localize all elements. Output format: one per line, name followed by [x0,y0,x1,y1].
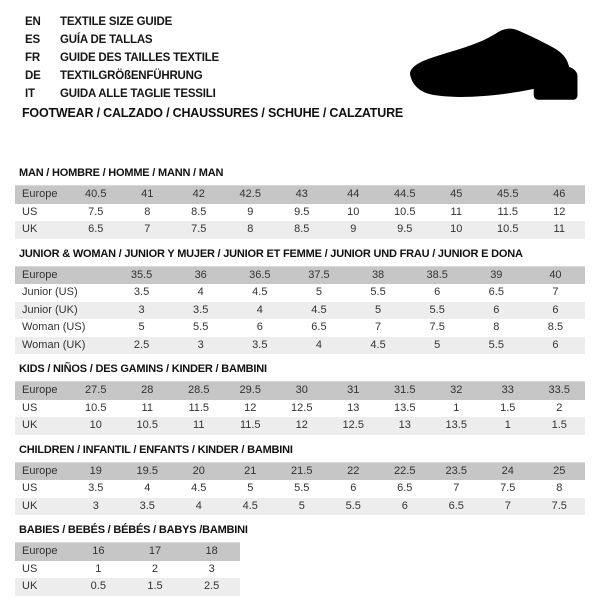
size-cell: 8 [122,204,174,222]
row-label: UK [15,498,70,516]
size-cell: 10.5 [70,400,122,418]
language-guide-title: GUIDE DES TAILLES TEXTILE [60,52,219,64]
table-row [15,498,585,516]
size-cell: 3.5 [122,498,174,516]
size-cell: 32 [431,382,483,400]
size-cell: 11.5 [173,400,225,418]
row-label: US [15,480,70,498]
size-cell: 6 [467,302,526,320]
size-table-section [15,168,585,239]
size-cell: 4 [122,480,174,498]
size-cell: 10 [70,417,122,435]
size-cell: 18 [183,543,240,561]
size-cell: 4 [230,302,289,320]
row-label: Junior (UK) [15,302,112,320]
size-cell: 4.5 [225,498,277,516]
size-cell: 12.5 [276,400,328,418]
size-cell: 3 [171,337,230,355]
size-cell: 25 [534,462,586,480]
table-row [15,400,585,418]
size-cell: 22 [328,462,380,480]
size-cell: 13 [379,417,431,435]
row-label: US [15,561,70,579]
size-cell: 36.5 [230,266,289,284]
size-cell: 12 [276,417,328,435]
size-cell: 5 [225,480,277,498]
size-cell: 10.5 [482,221,534,239]
size-cell: 38.5 [408,266,467,284]
row-label: Europe [15,543,70,561]
size-cell: 28.5 [173,382,225,400]
language-line [25,13,219,31]
size-cell: 1.5 [482,400,534,418]
size-cell: 4.5 [173,480,225,498]
size-cell: 6 [526,337,585,355]
size-table-section [15,249,585,355]
language-line [25,67,219,85]
size-cell: 4 [171,284,230,302]
language-code: FR [25,52,40,64]
row-label: Woman (UK) [15,337,112,355]
table-row [15,221,585,239]
row-label: UK [15,221,70,239]
size-cell: 30 [276,382,328,400]
size-cell: 21 [225,462,277,480]
size-cell: 7 [431,480,483,498]
row-label: UK [15,417,70,435]
table-heading: KIDS / NIÑOS / DES GAMINS / KINDER / BAMBINI [19,363,267,375]
size-cell: 28 [122,382,174,400]
size-cell: 6.5 [289,319,348,337]
size-cell: 33.5 [534,382,586,400]
language-guide-title: TEXTILGRÖßENFÜHRUNG [60,70,203,82]
size-cell: 3 [112,302,171,320]
row-label: US [15,400,70,418]
size-cell: 31 [328,382,380,400]
table-row [15,382,585,400]
size-cell: 20 [173,462,225,480]
size-table [15,266,585,355]
size-cell: 19.5 [122,462,174,480]
size-cell: 7 [122,221,174,239]
size-cell: 2 [534,400,586,418]
size-cell: 12 [534,204,586,222]
size-cell: 11.5 [225,417,277,435]
tables-container [15,168,585,600]
row-label: Woman (US) [15,319,112,337]
size-cell: 8.5 [526,319,585,337]
size-cell: 5 [349,302,408,320]
size-cell: 5.5 [328,498,380,516]
size-cell: 29.5 [225,382,277,400]
size-cell: 10.5 [379,204,431,222]
language-line [25,49,219,67]
table-row [15,186,585,204]
language-guide-title: GUÍA DE TALLAS [60,34,153,46]
table-heading: JUNIOR & WOMAN / JUNIOR Y MUJER / JUNIOR ET FEMME / JUNIOR UND FRAU / JUNIOR E DONA [19,247,523,260]
table-heading: BABIES / BEBÉS / BÉBÉS / BABYS /BAMBINI [19,524,248,536]
size-cell: 24 [482,462,534,480]
size-cell: 44.5 [379,186,431,204]
size-cell: 6 [408,284,467,302]
table-row [15,319,585,337]
table-row [15,543,240,561]
size-cell: 9 [328,221,380,239]
size-cell: 39 [467,266,526,284]
table-row [15,266,585,284]
table-heading: CHILDREN / INFANTIL / ENFANTS / KINDER / BAMBINI [19,443,293,456]
size-cell: 9 [225,204,277,222]
language-code: ES [25,34,40,46]
row-label: Europe [15,186,70,204]
size-cell: 6 [379,498,431,516]
size-cell: 33 [482,382,534,400]
table-row [15,578,240,596]
size-cell: 7.5 [534,498,586,516]
size-cell: 5.5 [349,284,408,302]
size-cell: 41 [122,186,174,204]
row-label: Europe [15,266,112,284]
size-cell: 22.5 [379,462,431,480]
size-cell: 5.5 [276,480,328,498]
size-cell: 4 [289,337,348,355]
size-cell: 8 [225,221,277,239]
size-cell: 7 [526,284,585,302]
size-cell: 3 [70,498,122,516]
table-row [15,284,585,302]
size-cell: 11 [122,400,174,418]
size-cell: 42 [173,186,225,204]
size-cell: 12.5 [328,417,380,435]
table-row [15,302,585,320]
table-row [15,337,585,355]
language-code: EN [25,16,41,28]
size-cell: 13.5 [379,400,431,418]
size-cell: 5.5 [171,319,230,337]
size-cell: 27.5 [70,382,122,400]
size-table-section [15,364,585,435]
size-cell: 7.5 [173,221,225,239]
table-heading: MAN / HOMBRE / HOMME / MANN / MAN [19,167,224,179]
row-label: Europe [15,382,70,400]
size-cell: 16 [70,543,127,561]
table-row [15,462,585,480]
table-row [15,417,585,435]
table-row [15,480,585,498]
language-guide-title: TEXTILE SIZE GUIDE [60,16,173,28]
size-cell: 6.5 [431,498,483,516]
size-cell: 4.5 [349,337,408,355]
size-cell: 6.5 [467,284,526,302]
size-cell: 12 [225,400,277,418]
size-cell: 5.5 [408,302,467,320]
size-cell: 4.5 [230,284,289,302]
size-cell: 6 [230,319,289,337]
size-table [15,381,585,435]
size-cell: 11 [173,417,225,435]
row-label: UK [15,578,70,596]
language-code: DE [25,70,41,82]
size-cell: 1 [431,400,483,418]
size-cell: 6 [526,302,585,320]
size-cell: 3 [183,561,240,579]
size-cell: 6.5 [70,221,122,239]
size-table [15,542,240,596]
size-cell: 37.5 [289,266,348,284]
size-cell: 10 [328,204,380,222]
size-cell: 5 [408,337,467,355]
size-cell: 31.5 [379,382,431,400]
table-row [15,561,240,579]
size-cell: 11.5 [482,204,534,222]
size-cell: 7.5 [70,204,122,222]
size-cell: 9.5 [379,221,431,239]
size-table-section [15,445,585,516]
size-table [15,185,585,239]
size-cell: 43 [276,186,328,204]
size-cell: 6.5 [379,480,431,498]
size-cell: 10.5 [122,417,174,435]
size-cell: 7.5 [482,480,534,498]
size-cell: 35.5 [112,266,171,284]
language-title-list [25,13,219,103]
size-cell: 7.5 [408,319,467,337]
size-cell: 8 [534,480,586,498]
size-cell: 23.5 [431,462,483,480]
size-cell: 1 [482,417,534,435]
size-cell: 40.5 [70,186,122,204]
size-cell: 7 [482,498,534,516]
language-guide-title: GUIDA ALLE TAGLIE TESSILI [60,88,216,100]
size-cell: 11 [431,204,483,222]
table-row [15,204,585,222]
size-cell: 7 [349,319,408,337]
size-cell: 13 [328,400,380,418]
language-line [25,85,219,103]
language-line [25,31,219,49]
size-cell: 5 [276,498,328,516]
size-cell: 45 [431,186,483,204]
size-cell: 36 [171,266,230,284]
size-cell: 1 [70,561,127,579]
size-cell: 3.5 [230,337,289,355]
size-cell: 0.5 [70,578,127,596]
category-heading: FOOTWEAR / CALZADO / CHAUSSURES / SCHUHE / CALZATURE [22,106,404,120]
size-cell: 40 [526,266,585,284]
row-label: US [15,204,70,222]
size-cell: 8.5 [276,221,328,239]
size-cell: 8.5 [173,204,225,222]
row-label: Europe [15,462,70,480]
size-cell: 2.5 [112,337,171,355]
language-code: IT [25,88,35,100]
size-cell: 1.5 [127,578,184,596]
size-cell: 42.5 [225,186,277,204]
size-cell: 4.5 [289,302,348,320]
size-cell: 1.5 [534,417,586,435]
size-cell: 21.5 [276,462,328,480]
size-cell: 3.5 [112,284,171,302]
size-cell: 17 [127,543,184,561]
size-cell: 5.5 [467,337,526,355]
size-cell: 44 [328,186,380,204]
size-cell: 5 [112,319,171,337]
size-cell: 2 [127,561,184,579]
size-cell: 9.5 [276,204,328,222]
size-cell: 38 [349,266,408,284]
size-cell: 13.5 [431,417,483,435]
size-cell: 6 [328,480,380,498]
row-label: Junior (US) [15,284,112,302]
size-cell: 3.5 [171,302,230,320]
size-cell: 4 [173,498,225,516]
size-table [15,462,585,516]
size-cell: 5 [289,284,348,302]
size-cell: 19 [70,462,122,480]
size-cell: 8 [467,319,526,337]
size-cell: 46 [534,186,586,204]
size-table-section [15,525,585,596]
size-cell: 11 [534,221,586,239]
size-cell: 3.5 [70,480,122,498]
shoe-icon [398,26,582,108]
size-cell: 2.5 [183,578,240,596]
size-cell: 10 [431,221,483,239]
size-cell: 45.5 [482,186,534,204]
